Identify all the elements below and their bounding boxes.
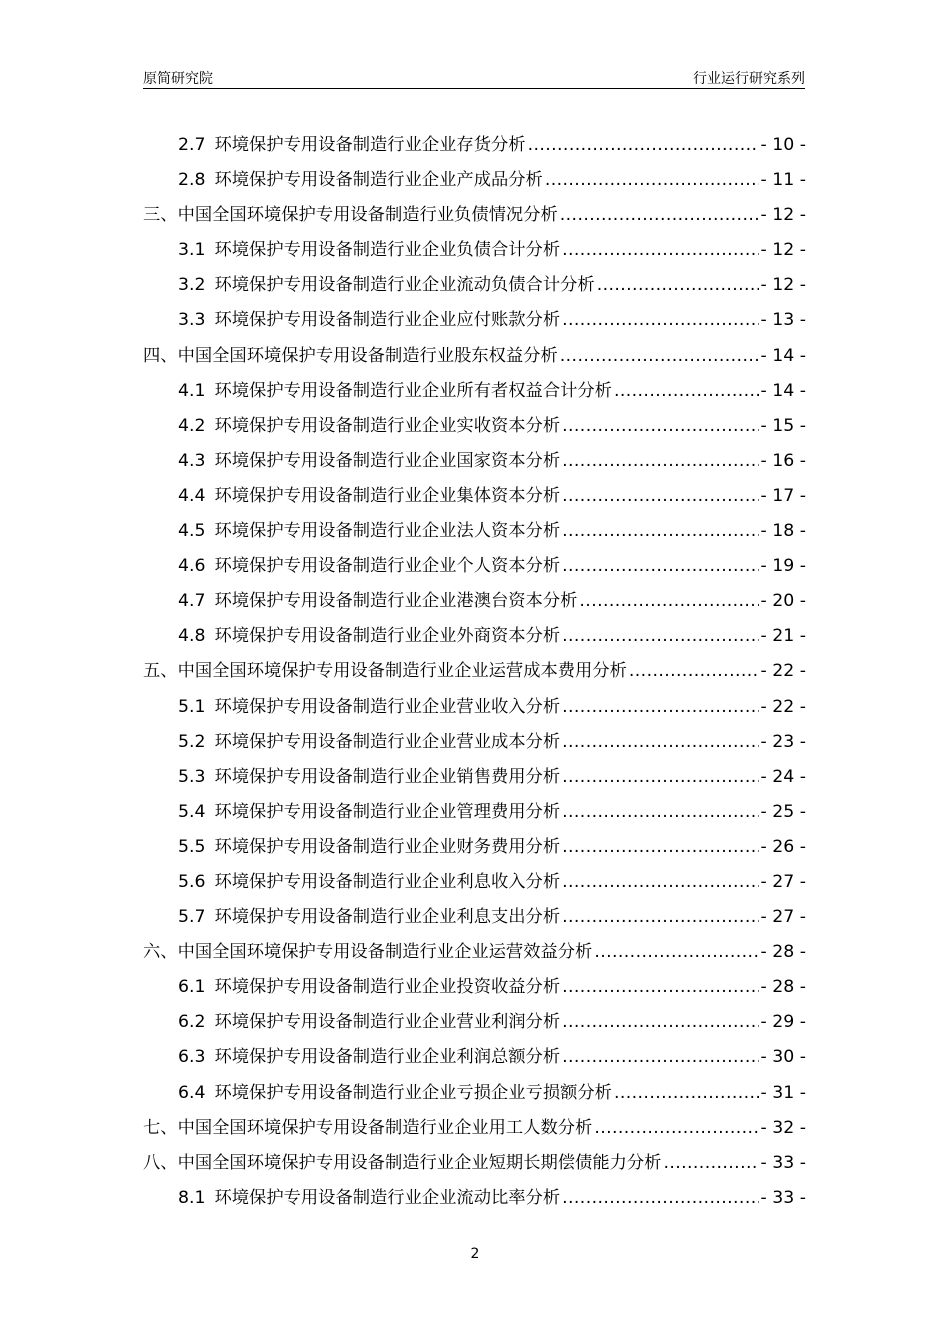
toc-entry-page: - 12 - [760,205,806,226]
toc-entry-title: 环境保护专用设备制造行业企业所有者权益合计分析 [214,380,612,401]
toc-entry-number: 4.4 [178,485,206,506]
toc-entry-title: 环境保护专用设备制造行业企业营业收入分析 [214,696,561,717]
toc-entry-number: 4.8 [178,626,206,647]
toc-entry-label [178,479,560,514]
toc-section-entry[interactable] [143,795,806,830]
toc-entry-page: - 27 - [760,907,806,928]
toc-entry-number: 4.3 [178,450,206,471]
toc-entry-page: - 30 - [760,1047,806,1068]
toc-dot-leader [562,549,758,584]
toc-entry-title: 环境保护专用设备制造行业企业利润总额分析 [214,1047,561,1068]
toc-entry-number: 6.1 [178,977,206,998]
toc-entry-label [178,268,595,303]
toc-entry-number: 3.1 [178,240,206,261]
toc-entry-number: 5.3 [178,766,206,787]
toc-chapter-entry[interactable] [143,198,806,233]
toc-dot-leader [594,935,758,970]
toc-entry-number: 5.6 [178,871,206,892]
toc-entry-title: 三、中国全国环境保护专用设备制造行业负债情况分析 [143,205,558,226]
toc-entry-page: - 26 - [760,836,806,857]
toc-entry-number: 6.4 [178,1082,206,1103]
toc-entry-label [178,128,526,163]
toc-section-entry[interactable] [143,1040,806,1075]
toc-section-entry[interactable] [143,514,806,549]
toc-entry-label [178,1076,612,1111]
toc-section-entry[interactable] [143,268,806,303]
toc-dot-leader [560,198,759,233]
toc-entry-label [178,1040,560,1075]
toc-entry-label [178,233,560,268]
toc-entry-title: 环境保护专用设备制造行业企业营业成本分析 [214,731,561,752]
toc-dot-leader [560,339,759,374]
toc-section-entry[interactable] [143,619,806,654]
toc-entry-page: - 29 - [760,1012,806,1033]
toc-dot-leader [562,865,758,900]
page-number: 2 [470,1246,480,1262]
toc-dot-leader [562,303,758,338]
toc-entry-label [178,725,560,760]
toc-entry-number: 3.2 [178,275,206,296]
toc-entry-page: - 24 - [760,766,806,787]
toc-section-entry[interactable] [143,970,806,1005]
toc-entry-label [178,690,560,725]
toc-entry-page: - 14 - [760,345,806,366]
toc-entry-label [178,970,560,1005]
toc-section-entry[interactable] [143,725,806,760]
toc-entry-title: 环境保护专用设备制造行业企业负债合计分析 [214,240,561,261]
toc-entry-page: - 27 - [760,871,806,892]
toc-dot-leader [528,128,759,163]
toc-entry-title: 环境保护专用设备制造行业企业存货分析 [214,135,526,155]
toc-entry-label [178,549,560,584]
toc-section-entry[interactable] [143,444,806,479]
toc-entry-number: 5.7 [178,907,206,928]
toc-entry-number: 3.3 [178,310,206,331]
toc-dot-leader [562,233,758,268]
toc-dot-leader [579,584,758,619]
toc-section-entry[interactable] [143,1076,806,1111]
toc-entry-page: - 28 - [760,977,806,998]
header-organization: 原简研究院 [143,71,213,87]
toc-section-entry[interactable] [143,303,806,338]
toc-entry-title: 环境保护专用设备制造行业企业国家资本分析 [214,450,561,471]
toc-section-entry[interactable] [143,865,806,900]
toc-entry-page: - 15 - [760,415,806,436]
toc-entry-page: - 32 - [760,1117,806,1138]
toc-entry-page: - 10 - [760,135,806,155]
toc-section-entry[interactable] [143,233,806,268]
toc-chapter-entry[interactable] [143,339,806,374]
toc-entry-page: - 14 - [760,380,806,401]
toc-section-entry[interactable] [143,1005,806,1040]
toc-entry-title: 五、中国全国环境保护专用设备制造行业企业运营成本费用分析 [143,661,627,682]
toc-entry-page: - 25 - [760,801,806,822]
toc-dot-leader [562,409,758,444]
toc-section-entry[interactable] [143,900,806,935]
toc-dot-leader [562,514,758,549]
toc-entry-number: 4.7 [178,591,206,612]
toc-section-entry[interactable] [143,690,806,725]
toc-chapter-entry[interactable] [143,654,806,689]
toc-chapter-entry[interactable] [143,935,806,970]
toc-entry-page: - 11 - [760,170,806,191]
toc-entry-label [178,409,560,444]
toc-entry-label [178,760,560,795]
toc-entry-title: 环境保护专用设备制造行业企业法人资本分析 [214,521,561,542]
page-header [143,66,805,89]
toc-entry-title: 环境保护专用设备制造行业企业财务费用分析 [214,836,561,857]
toc-entry-number: 6.3 [178,1047,206,1068]
toc-entry-label [178,830,560,865]
toc-dot-leader [562,479,758,514]
toc-entry-number: 5.1 [178,696,206,717]
toc-section-entry[interactable] [143,830,806,865]
toc-entry-title: 七、中国全国环境保护专用设备制造行业企业用工人数分析 [143,1117,593,1138]
toc-entry-title: 环境保护专用设备制造行业企业利息收入分析 [214,871,561,892]
toc-dot-leader [562,690,758,725]
toc-entry-label [178,514,560,549]
toc-section-entry[interactable] [143,409,806,444]
toc-entry-page: - 13 - [760,310,806,331]
toc-section-entry[interactable] [143,584,806,619]
toc-entry-label [143,935,592,970]
toc-entry-label [178,374,612,409]
toc-entry-number: 4.1 [178,380,206,401]
toc-entry-title: 环境保护专用设备制造行业企业实收资本分析 [214,415,561,436]
toc-section-entry[interactable] [143,479,806,514]
toc-entry-title: 八、中国全国环境保护专用设备制造行业企业短期长期偿债能力分析 [143,1152,662,1173]
toc-dot-leader [545,163,759,198]
toc-dot-leader [562,970,758,1005]
toc-section-entry[interactable] [143,163,806,198]
toc-entry-label [178,619,560,654]
toc-entry-page: - 23 - [760,731,806,752]
toc-dot-leader [562,1181,758,1216]
toc-entry-title: 环境保护专用设备制造行业企业流动负债合计分析 [214,275,595,296]
toc-entry-number: 5.4 [178,801,206,822]
toc-entry-title: 环境保护专用设备制造行业企业营业利润分析 [214,1012,561,1033]
toc-entry-title: 环境保护专用设备制造行业企业外商资本分析 [214,626,561,647]
toc-entry-title: 环境保护专用设备制造行业企业个人资本分析 [214,556,561,577]
toc-entry-number: 4.5 [178,521,206,542]
toc-entry-page: - 22 - [760,661,806,682]
toc-entry-label [143,654,627,689]
toc-entry-label [178,1005,560,1040]
toc-entry-number: 5.5 [178,836,206,857]
toc-entry-page: - 16 - [760,450,806,471]
toc-entry-title: 环境保护专用设备制造行业企业投资收益分析 [214,977,561,998]
toc-entry-label [143,339,558,374]
toc-section-entry[interactable] [143,374,806,409]
header-series-title: 行业运行研究系列 [693,71,805,87]
toc-entry-page: - 19 - [760,556,806,577]
toc-entry-page: - 28 - [760,942,806,963]
toc-entry-page: - 17 - [760,485,806,506]
toc-dot-leader [562,1005,758,1040]
toc-entry-title: 环境保护专用设备制造行业企业流动比率分析 [214,1187,561,1208]
toc-entry-label [178,584,577,619]
toc-dot-leader [562,444,758,479]
toc-entry-title: 环境保护专用设备制造行业企业集体资本分析 [214,485,561,506]
toc-dot-leader [562,830,758,865]
toc-entry-label [178,900,560,935]
toc-entry-title: 环境保护专用设备制造行业企业应付账款分析 [214,310,561,331]
toc-dot-leader [562,619,758,654]
toc-entry-number: 8.1 [178,1187,206,1208]
toc-section-entry[interactable] [143,128,806,163]
toc-dot-leader [562,795,758,830]
toc-entry-page: - 12 - [760,240,806,261]
toc-entry-label [178,865,560,900]
toc-entry-label [143,1111,592,1146]
toc-chapter-entry[interactable] [143,1146,806,1181]
toc-entry-label [178,795,560,830]
toc-entry-title: 四、中国全国环境保护专用设备制造行业股东权益分析 [143,345,558,366]
toc-dot-leader [562,725,758,760]
toc-entry-title: 环境保护专用设备制造行业企业管理费用分析 [214,801,561,822]
table-of-contents [143,128,806,1216]
toc-dot-leader [663,1146,758,1181]
toc-entry-number: 2.8 [178,170,206,191]
toc-entry-page: - 31 - [760,1082,806,1103]
toc-entry-title: 环境保护专用设备制造行业企业产成品分析 [214,170,543,191]
toc-entry-page: - 21 - [760,626,806,647]
toc-chapter-entry[interactable] [143,1111,806,1146]
toc-entry-title: 环境保护专用设备制造行业企业港澳台资本分析 [214,591,578,612]
toc-entry-page: - 33 - [760,1152,806,1173]
toc-entry-number: 4.6 [178,556,206,577]
toc-entry-number: 2.7 [178,135,206,155]
toc-dot-leader [614,374,759,409]
toc-entry-label [178,163,543,198]
toc-section-entry[interactable] [143,549,806,584]
toc-entry-label [143,1146,661,1181]
toc-dot-leader [597,268,759,303]
toc-dot-leader [562,1040,758,1075]
toc-entry-page: - 18 - [760,521,806,542]
toc-entry-page: - 33 - [760,1187,806,1208]
toc-entry-title: 环境保护专用设备制造行业企业销售费用分析 [214,766,561,787]
toc-entry-title: 环境保护专用设备制造行业企业利息支出分析 [214,907,561,928]
toc-dot-leader [629,654,759,689]
toc-dot-leader [594,1111,758,1146]
toc-entry-page: - 12 - [760,275,806,296]
toc-entry-number: 5.2 [178,731,206,752]
toc-entry-number: 6.2 [178,1012,206,1033]
toc-entry-label [178,444,560,479]
toc-section-entry[interactable] [143,760,806,795]
toc-entry-label [178,1181,560,1216]
toc-entry-title: 环境保护专用设备制造行业企业亏损企业亏损额分析 [214,1082,612,1103]
toc-entry-page: - 22 - [760,696,806,717]
toc-section-entry[interactable] [143,1181,806,1216]
toc-entry-page: - 20 - [760,591,806,612]
toc-entry-title: 六、中国全国环境保护专用设备制造行业企业运营效益分析 [143,942,593,963]
toc-entry-label [143,198,558,233]
toc-entry-number: 4.2 [178,415,206,436]
toc-dot-leader [562,900,758,935]
toc-entry-label [178,303,560,338]
toc-dot-leader [562,760,758,795]
toc-dot-leader [614,1076,759,1111]
